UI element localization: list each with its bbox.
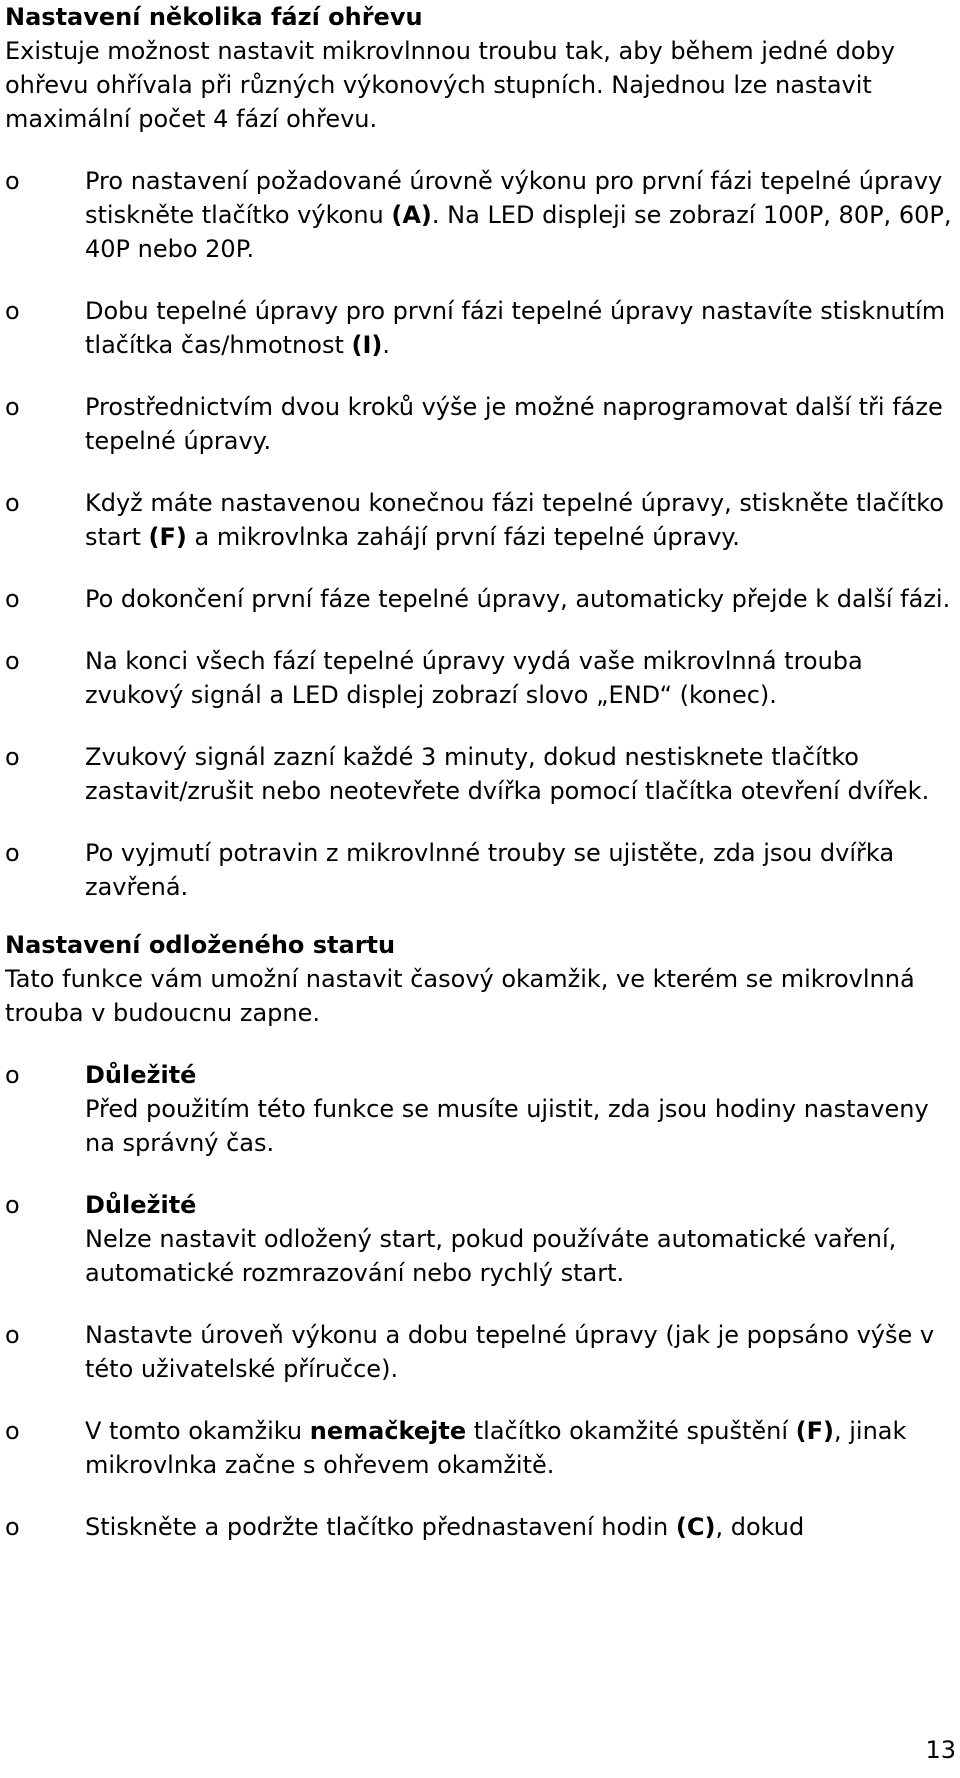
button-code: (C) xyxy=(675,1513,716,1541)
bullet-marker: o xyxy=(5,1191,20,1219)
list-item xyxy=(5,1414,955,1482)
item-text: Stiskněte a podržte tlačítko přednastavení hodin xyxy=(85,1513,676,1541)
important-text: Před použitím této funkce se musíte ujistit, zda jsou hodiny nastaveny na správný čas. xyxy=(85,1095,929,1157)
item-text: Nastavte úroveň výkonu a dobu tepelné úpravy (jak je popsáno výše v této uživatelské příručce). xyxy=(85,1321,935,1383)
bullet-list xyxy=(5,164,955,904)
item-text: Na konci všech fází tepelné úpravy vydá vaše mikrovlnná trouba zvukový signál a LED displej zobrazí slovo „END“ (konec). xyxy=(85,647,863,709)
item-text: Pro nastavení požadované úrovně výkonu pro první fázi tepelné úpravy stiskněte tlačítko výkonu xyxy=(85,167,943,229)
list-item xyxy=(5,294,955,362)
important-label: Důležité xyxy=(85,1191,197,1219)
bullet-marker: o xyxy=(5,1417,20,1445)
list-item-important xyxy=(5,1058,955,1160)
section-title: Nastavení odloženého startu xyxy=(5,931,396,959)
section-intro: Existuje možnost nastavit mikrovlnnou troubu tak, aby během jedné doby ohřevu ohřívala při různých výkonových stupních. Najednou lze nastavit maximální počet 4 fází ohřevu. xyxy=(5,37,895,133)
bullet-marker: o xyxy=(5,585,20,613)
item-text: a mikrovlnka zahájí první fázi tepelné úpravy. xyxy=(186,523,740,551)
list-item xyxy=(5,740,955,808)
item-text: Prostřednictvím dvou kroků výše je možné naprogramovat další tři fáze tepelné úpravy. xyxy=(85,393,943,455)
list-item xyxy=(5,486,955,554)
item-text: , jinak mikrovlnka začne s ohřevem okamžitě. xyxy=(85,1417,907,1479)
document-page xyxy=(5,0,955,1544)
emphasis-text: nemačkejte xyxy=(309,1417,467,1445)
item-text: Zvukový signál zazní každé 3 minuty, dokud nestisknete tlačítko zastavit/zrušit nebo neotevřete dvířka pomocí tlačítka otevření dvířek. xyxy=(85,743,930,805)
bullet-marker: o xyxy=(5,393,20,421)
section-multi-phase xyxy=(5,0,955,904)
important-label: Důležité xyxy=(85,1061,197,1089)
item-text: . xyxy=(382,331,390,359)
page-number: 13 xyxy=(925,1736,956,1764)
section-title: Nastavení několika fází ohřevu xyxy=(5,3,423,31)
list-item xyxy=(5,644,955,712)
list-item xyxy=(5,836,955,904)
section-delayed-start xyxy=(5,928,955,1544)
bullet-marker: o xyxy=(5,1513,20,1541)
item-text: , dokud xyxy=(715,1513,805,1541)
bullet-marker: o xyxy=(5,839,20,867)
bullet-marker: o xyxy=(5,743,20,771)
bullet-marker: o xyxy=(5,1321,20,1349)
list-item xyxy=(5,582,955,616)
bullet-marker: o xyxy=(5,297,20,325)
button-code: (I) xyxy=(351,331,383,359)
bullet-marker: o xyxy=(5,1061,20,1089)
item-text: tlačítko okamžité spuštění xyxy=(466,1417,796,1445)
button-code: (F) xyxy=(795,1417,834,1445)
list-item xyxy=(5,390,955,458)
item-text: Po vyjmutí potravin z mikrovlnné trouby se ujistěte, zda jsou dvířka zavřená. xyxy=(85,839,895,901)
item-text: V tomto okamžiku xyxy=(85,1417,310,1445)
list-item-important xyxy=(5,1188,955,1290)
item-text: Když máte nastavenou konečnou fázi tepelné úpravy, stiskněte tlačítko start xyxy=(85,489,944,551)
list-item xyxy=(5,164,955,266)
bullet-marker: o xyxy=(5,167,20,195)
button-code: (A) xyxy=(391,201,432,229)
bullet-marker: o xyxy=(5,647,20,675)
list-item xyxy=(5,1318,955,1386)
button-code: (F) xyxy=(148,523,187,551)
important-text: Nelze nastavit odložený start, pokud používáte automatické vaření, automatické rozmrazování nebo rychlý start. xyxy=(85,1225,897,1287)
bullet-list xyxy=(5,1058,955,1544)
item-text: Dobu tepelné úpravy pro první fázi tepelné úpravy nastavíte stisknutím tlačítka čas/hmotnost xyxy=(85,297,946,359)
item-text: . Na LED displeji se zobrazí 100P, 80P, 60P, 40P nebo 20P. xyxy=(85,201,952,263)
section-intro: Tato funkce vám umožní nastavit časový okamžik, ve kterém se mikrovlnná trouba v budoucnu zapne. xyxy=(5,965,915,1027)
list-item xyxy=(5,1510,955,1544)
bullet-marker: o xyxy=(5,489,20,517)
item-text: Po dokončení první fáze tepelné úpravy, automaticky přejde k další fázi. xyxy=(85,585,951,613)
